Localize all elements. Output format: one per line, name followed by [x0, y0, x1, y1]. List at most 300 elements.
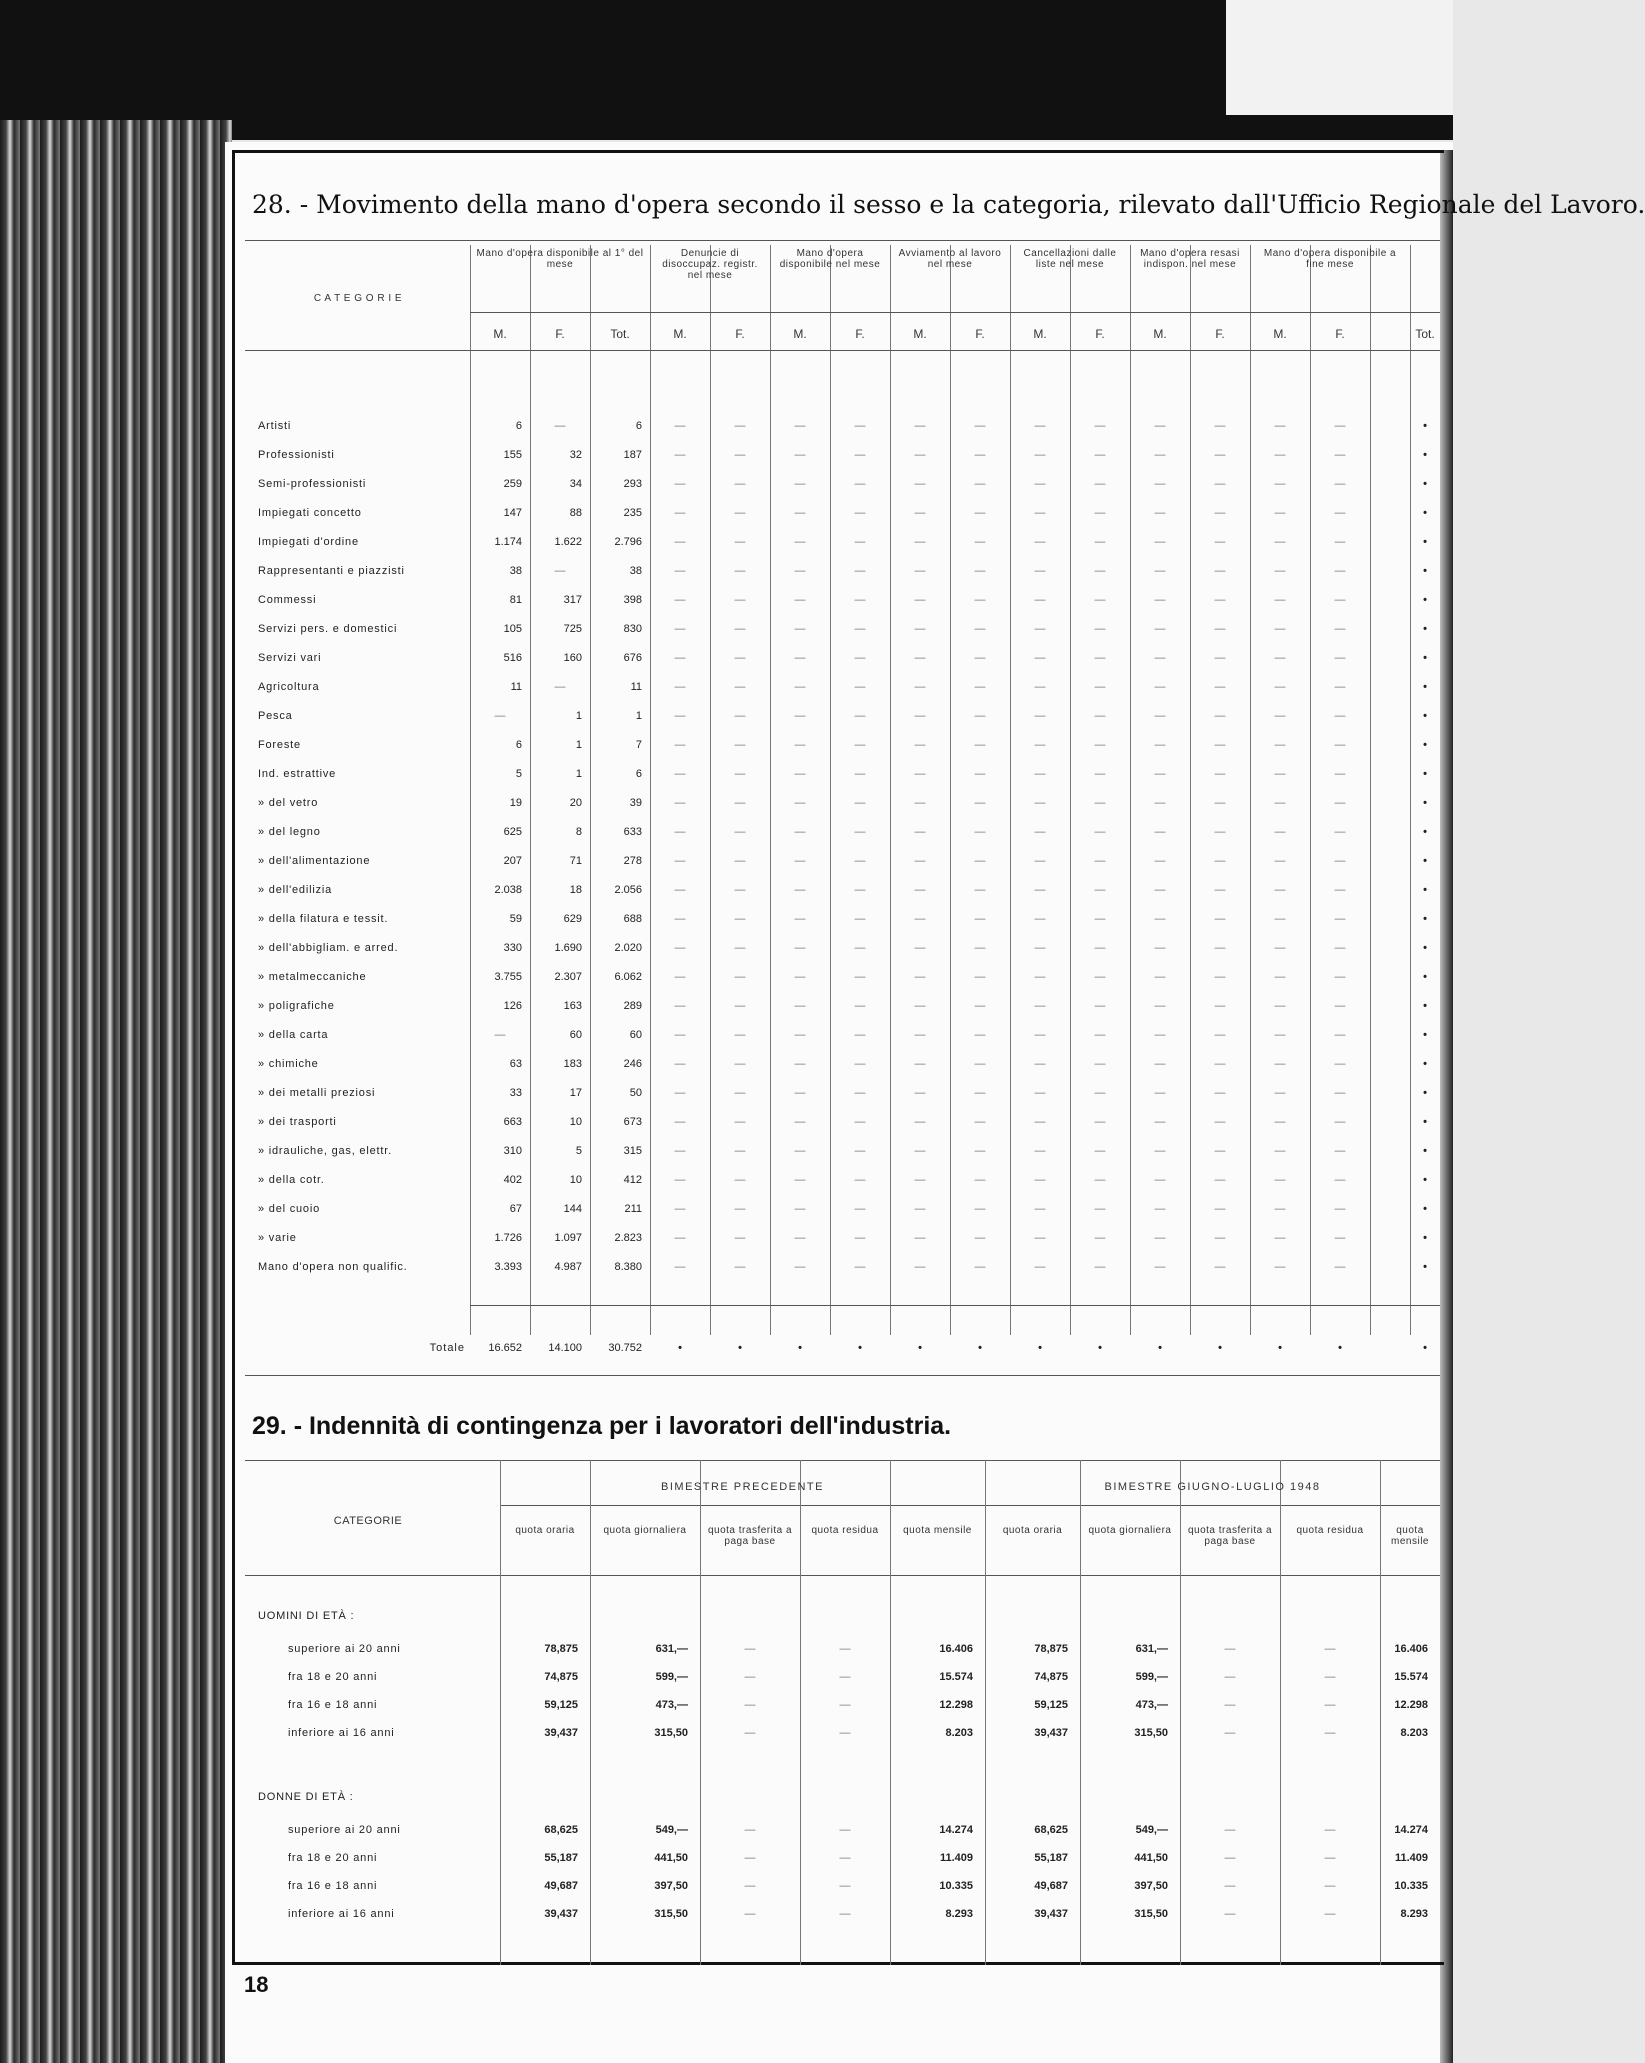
table-28-total-dot: • — [1218, 1342, 1222, 1354]
table-29-value: — — [839, 1852, 851, 1864]
table-29-value: 315,50 — [1134, 1908, 1168, 1920]
table-29-group-2: BIMESTRE GIUGNO-LUGLIO 1948 — [1104, 1481, 1321, 1493]
table-28-empty-cell: — — [1214, 942, 1226, 954]
table-28-empty-cell: — — [734, 884, 746, 896]
table-28-empty-cell: — — [974, 478, 986, 490]
table-28-empty-cell: — — [1094, 1029, 1106, 1041]
table-28-empty-cell: — — [914, 652, 926, 664]
table-28-empty-cell: — — [974, 913, 986, 925]
table-28-empty-cell: — — [1214, 478, 1226, 490]
table-28-row-label: Servizi vari — [258, 652, 322, 664]
table-28-empty-cell: — — [674, 1174, 686, 1186]
table-29-value: — — [839, 1643, 851, 1655]
table-28-empty-cell: — — [674, 594, 686, 606]
table-28-column-rule — [1190, 245, 1191, 1335]
table-29-value: 10.335 — [1394, 1880, 1428, 1892]
table-28-cell-tot: 2.020 — [614, 942, 642, 954]
table-28-empty-cell: — — [734, 623, 746, 635]
table-28-cell-m: 1.726 — [494, 1232, 522, 1244]
table-28-empty-cell: — — [734, 797, 746, 809]
table-28-empty-cell: — — [1214, 710, 1226, 722]
table-28-cell-m: 147 — [503, 507, 522, 519]
table-28-empty-cell: — — [974, 565, 986, 577]
table-28-cell-f: 183 — [563, 1058, 582, 1070]
table-28-empty-cell: — — [914, 1261, 926, 1273]
table-28-empty-cell: — — [734, 1174, 746, 1186]
table-28-empty-cell: — — [734, 652, 746, 664]
table-28-final-dot: • — [1423, 1232, 1427, 1244]
table-28-empty-cell: — — [1214, 971, 1226, 983]
table-28-final-dot: • — [1423, 913, 1427, 925]
table-29-value: — — [1224, 1671, 1236, 1683]
table-28-empty-cell: — — [794, 942, 806, 954]
table-28-bottom-rule — [245, 1375, 1440, 1376]
table-28-row-label: » poligrafiche — [258, 1000, 335, 1012]
table-28-empty-cell: — — [1274, 1174, 1286, 1186]
table-28-column-rule — [950, 245, 951, 1335]
table-28-empty-cell: — — [914, 449, 926, 461]
table-28-empty-cell: — — [914, 942, 926, 954]
table-29-value: 397,50 — [654, 1880, 688, 1892]
table-28-empty-cell: — — [734, 768, 746, 780]
table-28-cell-f: 88 — [569, 507, 582, 519]
table-29-value: — — [1224, 1880, 1236, 1892]
table-28-empty-cell: — — [674, 420, 686, 432]
table-28-empty-cell: — — [794, 1116, 806, 1128]
table-28-cell-m: 155 — [503, 449, 522, 461]
table-28-empty-cell: — — [1154, 971, 1166, 983]
table-29-value: 12.298 — [939, 1699, 973, 1711]
table-29-value: 49,687 — [544, 1880, 578, 1892]
table-28-empty-cell: — — [1274, 1087, 1286, 1099]
table-28-column-rule — [830, 245, 831, 1335]
table-28-empty-cell: — — [1034, 507, 1046, 519]
table-28-empty-cell: — — [974, 710, 986, 722]
table-28-cell-m: 259 — [503, 478, 522, 490]
table-28-empty-cell: — — [1214, 1232, 1226, 1244]
table-28-cell-f: 8 — [575, 826, 582, 838]
table-28-empty-cell: — — [1274, 1261, 1286, 1273]
table-28-empty-cell: — — [794, 565, 806, 577]
table-28-cell-f: 1.097 — [554, 1232, 582, 1244]
table-28-empty-cell: — — [854, 884, 866, 896]
table-29-value: 599,— — [1135, 1671, 1168, 1683]
table-28-subheader: M. — [1033, 327, 1047, 341]
table-28-cell-tot: 6 — [635, 420, 642, 432]
table-28-empty-cell: — — [1094, 826, 1106, 838]
table-28-empty-cell: — — [854, 1116, 866, 1128]
table-29-value: 549,— — [1135, 1824, 1168, 1836]
table-29-value: — — [1224, 1908, 1236, 1920]
table-28-empty-cell: — — [1274, 768, 1286, 780]
table-28-empty-cell: — — [1094, 1058, 1106, 1070]
table-28-cell-f: 5 — [575, 1145, 582, 1157]
table-28-empty-cell: — — [854, 1232, 866, 1244]
table-28-row-label: » dei metalli preziosi — [258, 1087, 376, 1099]
table-28-empty-cell: — — [1034, 797, 1046, 809]
table-28-empty-cell: — — [1034, 420, 1046, 432]
table-28-column-rule — [1410, 245, 1411, 1335]
table-29-value: 12.298 — [1394, 1699, 1428, 1711]
table-28-empty-cell: — — [1034, 971, 1046, 983]
table-28-cell-tot: 235 — [623, 507, 642, 519]
table-28-cell-m: 67 — [509, 1203, 522, 1215]
table-28-empty-cell: — — [1034, 1116, 1046, 1128]
table-28-column-rule — [710, 245, 711, 1335]
table-28-cell-f: 317 — [563, 594, 582, 606]
table-28-empty-cell: — — [1034, 681, 1046, 693]
table-28-empty-cell: — — [794, 449, 806, 461]
table-28-empty-cell: — — [1154, 420, 1166, 432]
table-28-cell-f: — — [554, 565, 566, 577]
table-28-empty-cell: — — [1154, 1087, 1166, 1099]
table-28-subheader: M. — [1153, 327, 1167, 341]
table-29-value: 315,50 — [654, 1727, 688, 1739]
table-28-empty-cell: — — [854, 594, 866, 606]
table-28-empty-cell: — — [854, 507, 866, 519]
table-28-cell-tot: 633 — [623, 826, 642, 838]
table-28-empty-cell: — — [674, 855, 686, 867]
table-28-empty-cell: — — [854, 1000, 866, 1012]
table-29-value: 39,437 — [544, 1727, 578, 1739]
table-28-empty-cell: — — [734, 536, 746, 548]
table-28-final-dot: • — [1423, 1029, 1427, 1041]
table-28-empty-cell: — — [674, 1029, 686, 1041]
table-28-final-dot: • — [1423, 1203, 1427, 1215]
table-29-value: 15.574 — [1394, 1671, 1428, 1683]
table-28-empty-cell: — — [1214, 623, 1226, 635]
table-28-empty-cell: — — [914, 739, 926, 751]
table-28-row-label: Artisti — [258, 420, 292, 432]
table-29-value: 549,— — [655, 1824, 688, 1836]
table-29-value: — — [839, 1727, 851, 1739]
table-28-empty-cell: — — [1334, 507, 1346, 519]
table-28-empty-cell: — — [1094, 1203, 1106, 1215]
table-28-final-dot: • — [1423, 884, 1427, 896]
table-28-cell-m: 402 — [503, 1174, 522, 1186]
table-28-empty-cell: — — [1274, 710, 1286, 722]
table-28-cell-m: 1.174 — [494, 536, 522, 548]
table-28-column-rule — [650, 245, 651, 1335]
table-28-empty-cell: — — [794, 1058, 806, 1070]
table-28-empty-cell: — — [674, 826, 686, 838]
table-28-column-rule — [890, 245, 891, 1335]
table-29-value: 55,187 — [1034, 1852, 1068, 1864]
table-28-cell-tot: 412 — [623, 1174, 642, 1186]
table-29-value: — — [744, 1727, 756, 1739]
table-28-empty-cell: — — [1274, 971, 1286, 983]
table-28-empty-cell: — — [914, 594, 926, 606]
table-28-empty-cell: — — [974, 855, 986, 867]
table-28-total-dot: • — [1278, 1342, 1282, 1354]
table-29-value: 55,187 — [544, 1852, 578, 1864]
table-28-empty-cell: — — [794, 739, 806, 751]
table-28-column-rule — [770, 245, 771, 1335]
table-29-category-header: CATEGORIE — [333, 1515, 403, 1527]
table-28-header-bottom-rule — [245, 350, 1440, 351]
table-28-row-label: Impiegati d'ordine — [258, 536, 359, 548]
table-28-cell-f: 160 — [563, 652, 582, 664]
table-28-cell-tot: 7 — [635, 739, 642, 751]
table-28-cell-m: 310 — [503, 1145, 522, 1157]
table-29-value: — — [744, 1643, 756, 1655]
table-28-row-label: » del vetro — [258, 797, 319, 809]
table-28-empty-cell: — — [674, 1058, 686, 1070]
table-29-value: 631,— — [655, 1643, 688, 1655]
table-28-empty-cell: — — [1334, 1232, 1346, 1244]
table-28-empty-cell: — — [1034, 478, 1046, 490]
table-28-empty-cell: — — [1274, 797, 1286, 809]
table-28-row-label: Agricoltura — [258, 681, 320, 693]
table-28-group-header: Mano d'opera disponibile a fine mese — [1263, 248, 1397, 270]
table-28-cell-f: 10 — [569, 1116, 582, 1128]
table-28-cell-tot: 293 — [623, 478, 642, 490]
table-28-empty-cell: — — [674, 1261, 686, 1273]
table-28-row-label: » della cotr. — [258, 1174, 325, 1186]
table-28-empty-cell: — — [1094, 1232, 1106, 1244]
table-28-empty-cell: — — [914, 710, 926, 722]
table-29-value: 599,— — [655, 1671, 688, 1683]
table-28-empty-cell: — — [794, 826, 806, 838]
table-28-empty-cell: — — [854, 768, 866, 780]
table-28-empty-cell: — — [854, 1087, 866, 1099]
table-29-value: 74,875 — [1034, 1671, 1068, 1683]
table-28-total-dot: • — [858, 1342, 862, 1354]
table-29-value: 14.274 — [1394, 1824, 1428, 1836]
table-28-cell-f: 32 — [569, 449, 582, 461]
table-28-empty-cell: — — [1154, 710, 1166, 722]
table-28-empty-cell: — — [1214, 1029, 1226, 1041]
table-28-empty-cell: — — [1034, 826, 1046, 838]
table-28-column-rule — [470, 245, 471, 1335]
table-28-empty-cell: — — [1334, 710, 1346, 722]
table-28-empty-cell: — — [854, 1203, 866, 1215]
table-28-empty-cell: — — [914, 826, 926, 838]
table-28-cell-f: 4.987 — [554, 1261, 582, 1273]
table-28-empty-cell: — — [914, 1058, 926, 1070]
table-28-empty-cell: — — [1274, 478, 1286, 490]
table-28-cell-f: 2.307 — [554, 971, 582, 983]
table-28-final-dot: • — [1423, 652, 1427, 664]
table-28-empty-cell: — — [1334, 681, 1346, 693]
table-28-total-dot: • — [1338, 1342, 1342, 1354]
table-28-row-label: » del cuoio — [258, 1203, 321, 1215]
table-28-empty-cell: — — [914, 420, 926, 432]
table-28-empty-cell: — — [1214, 1145, 1226, 1157]
table-28-column-rule — [1250, 245, 1251, 1335]
table-29-subheader: quota giornaliera — [603, 1525, 687, 1536]
table-28-group-header: Denuncie di disoccupaz. registr. nel mese — [662, 248, 758, 281]
table-28-empty-cell: — — [1214, 536, 1226, 548]
table-28-row-label: » idrauliche, gas, elettr. — [258, 1145, 392, 1157]
table-28-group-header: Avviamento al lavoro nel mese — [898, 248, 1002, 270]
table-28-cell-tot: 2.056 — [614, 884, 642, 896]
table-28-row-label: Impiegati concetto — [258, 507, 362, 519]
table-28-empty-cell: — — [1034, 623, 1046, 635]
table-28-empty-cell: — — [794, 1174, 806, 1186]
table-29-header-bottom-rule — [245, 1575, 1440, 1576]
table-28-column-rule — [530, 245, 531, 1335]
table-29-value: — — [744, 1908, 756, 1920]
table-28-empty-cell: — — [854, 652, 866, 664]
table-29-row-label: inferiore ai 16 anni — [288, 1727, 395, 1739]
table-28-final-dot: • — [1423, 1000, 1427, 1012]
table-28-empty-cell: — — [1334, 826, 1346, 838]
table-28-row-label: Ind. estrattive — [258, 768, 337, 780]
table-28-empty-cell: — — [674, 739, 686, 751]
table-28-empty-cell: — — [1154, 478, 1166, 490]
table-28-empty-cell: — — [974, 1087, 986, 1099]
table-28-empty-cell: — — [1334, 1174, 1346, 1186]
table-28-final-dot: • — [1423, 768, 1427, 780]
table-28-cell-tot: 246 — [623, 1058, 642, 1070]
table-28-empty-cell: — — [1334, 565, 1346, 577]
table-28-subheader: M. — [913, 327, 927, 341]
table-29-subheader: quota mensile — [903, 1525, 972, 1536]
table-28-empty-cell: — — [734, 1232, 746, 1244]
table-28-empty-cell: — — [734, 1058, 746, 1070]
table-28-empty-cell: — — [1274, 536, 1286, 548]
table-29-value: — — [744, 1671, 756, 1683]
table-28-empty-cell: — — [1334, 623, 1346, 635]
table-28-row-label: Mano d'opera non qualific. — [258, 1261, 408, 1273]
table-28-total-dot: • — [738, 1342, 742, 1354]
table-28-empty-cell: — — [734, 826, 746, 838]
table-28-empty-cell: — — [974, 971, 986, 983]
table-28-empty-cell: — — [674, 913, 686, 925]
table-28-subheader: F. — [555, 327, 565, 341]
table-29-value: 16.406 — [1394, 1643, 1428, 1655]
table-28-empty-cell: — — [1334, 420, 1346, 432]
table-29-group-rule — [500, 1505, 1440, 1506]
table-28-final-dot: • — [1423, 826, 1427, 838]
table-29-value: 441,50 — [1134, 1852, 1168, 1864]
table-29-value: 39,437 — [1034, 1908, 1068, 1920]
table-28-empty-cell: — — [1154, 594, 1166, 606]
table-28-cell-m: 3.393 — [494, 1261, 522, 1273]
table-28-empty-cell: — — [974, 797, 986, 809]
table-28-empty-cell: — — [734, 594, 746, 606]
table-28-final-dot: • — [1423, 1174, 1427, 1186]
table-28-cell-tot: 688 — [623, 913, 642, 925]
table-29-section-title: UOMINI DI ETÀ : — [258, 1610, 355, 1622]
table-28-final-dot: • — [1423, 1058, 1427, 1070]
table-28-cell-f: 17 — [569, 1087, 582, 1099]
table-28-empty-cell: — — [794, 1145, 806, 1157]
table-28-empty-cell: — — [1034, 710, 1046, 722]
table-28-empty-cell: — — [1034, 768, 1046, 780]
table-28-empty-cell: — — [794, 507, 806, 519]
table-28-final-dot: • — [1423, 1145, 1427, 1157]
table-28-empty-cell: — — [1214, 884, 1226, 896]
table-28-row-label: » varie — [258, 1232, 297, 1244]
table-28-total-dot: • — [978, 1342, 982, 1354]
table-28-empty-cell: — — [1334, 478, 1346, 490]
table-28-final-dot: • — [1423, 565, 1427, 577]
table-28-empty-cell: — — [1154, 1174, 1166, 1186]
table-28-cell-m: 625 — [503, 826, 522, 838]
table-28-empty-cell: — — [974, 1145, 986, 1157]
table-28-empty-cell: — — [1214, 1116, 1226, 1128]
table-29-value: 49,687 — [1034, 1880, 1068, 1892]
table-29-value: 59,125 — [1034, 1699, 1068, 1711]
table-28-empty-cell: — — [854, 420, 866, 432]
table-28-total-label: Totale — [429, 1342, 465, 1354]
table-28-cell-tot: 278 — [623, 855, 642, 867]
table-28-title: 28. - Movimento della mano d'opera secondo il sesso e la categoria, rilevato dall'Ufficio Regionale del Lavoro. — [252, 190, 1645, 219]
table-28-group-header: Mano d'opera resasi indispon. nel mese — [1140, 248, 1240, 270]
table-28-empty-cell: — — [674, 652, 686, 664]
table-28-empty-cell: — — [794, 971, 806, 983]
table-29-value: 39,437 — [544, 1908, 578, 1920]
scan-light-corner — [1226, 0, 1453, 115]
table-28-empty-cell: — — [974, 826, 986, 838]
table-29-value: — — [1324, 1852, 1336, 1864]
table-28-empty-cell: — — [1154, 565, 1166, 577]
table-28-empty-cell: — — [914, 623, 926, 635]
table-28-empty-cell: — — [974, 1000, 986, 1012]
table-28-empty-cell: — — [734, 1029, 746, 1041]
table-28-empty-cell: — — [1034, 1058, 1046, 1070]
table-28-subheader: F. — [1335, 327, 1345, 341]
table-28-empty-cell: — — [1154, 1232, 1166, 1244]
table-28-row-label: » della filatura e tessit. — [258, 913, 389, 925]
table-28-total-dot: • — [1098, 1342, 1102, 1354]
table-28-cell-m: 38 — [509, 565, 522, 577]
table-29-value: — — [1324, 1643, 1336, 1655]
table-28-total-dot: • — [678, 1342, 682, 1354]
table-28-empty-cell: — — [974, 449, 986, 461]
table-28-empty-cell: — — [734, 507, 746, 519]
table-28-row-label: Professionisti — [258, 449, 335, 461]
table-28-empty-cell: — — [974, 594, 986, 606]
table-28-empty-cell: — — [1154, 884, 1166, 896]
table-28-cell-m: 59 — [509, 913, 522, 925]
table-29-subheader: quota residua — [1296, 1525, 1364, 1536]
table-28-empty-cell: — — [1094, 681, 1106, 693]
table-28-empty-cell: — — [914, 1116, 926, 1128]
table-28-empty-cell: — — [674, 1116, 686, 1128]
table-28-cell-f: 34 — [569, 478, 582, 490]
table-28-empty-cell: — — [1334, 652, 1346, 664]
table-28-empty-cell: — — [794, 1203, 806, 1215]
table-28-empty-cell: — — [854, 1029, 866, 1041]
table-28-row-label: » metalmeccaniche — [258, 971, 367, 983]
table-28-empty-cell: — — [1334, 797, 1346, 809]
table-28-empty-cell: — — [734, 478, 746, 490]
table-28-empty-cell: — — [1034, 449, 1046, 461]
table-28-empty-cell: — — [1274, 1203, 1286, 1215]
table-28-cell-m: 207 — [503, 855, 522, 867]
table-28-column-rule — [590, 245, 591, 1335]
table-29-value: — — [839, 1671, 851, 1683]
table-28-empty-cell: — — [854, 826, 866, 838]
table-28-empty-cell: — — [1154, 652, 1166, 664]
table-28-empty-cell: — — [1274, 884, 1286, 896]
table-28-empty-cell: — — [734, 1000, 746, 1012]
table-28-empty-cell: — — [734, 971, 746, 983]
table-29-value: — — [839, 1908, 851, 1920]
table-28-empty-cell: — — [1274, 739, 1286, 751]
table-28-empty-cell: — — [1334, 971, 1346, 983]
table-28-empty-cell: — — [1334, 884, 1346, 896]
table-29-value: — — [1324, 1699, 1336, 1711]
table-28-empty-cell: — — [1334, 1029, 1346, 1041]
table-28-final-dot: • — [1423, 623, 1427, 635]
table-29-value: 473,— — [655, 1699, 688, 1711]
table-28-empty-cell: — — [1154, 1000, 1166, 1012]
table-28-final-dot: • — [1423, 710, 1427, 722]
